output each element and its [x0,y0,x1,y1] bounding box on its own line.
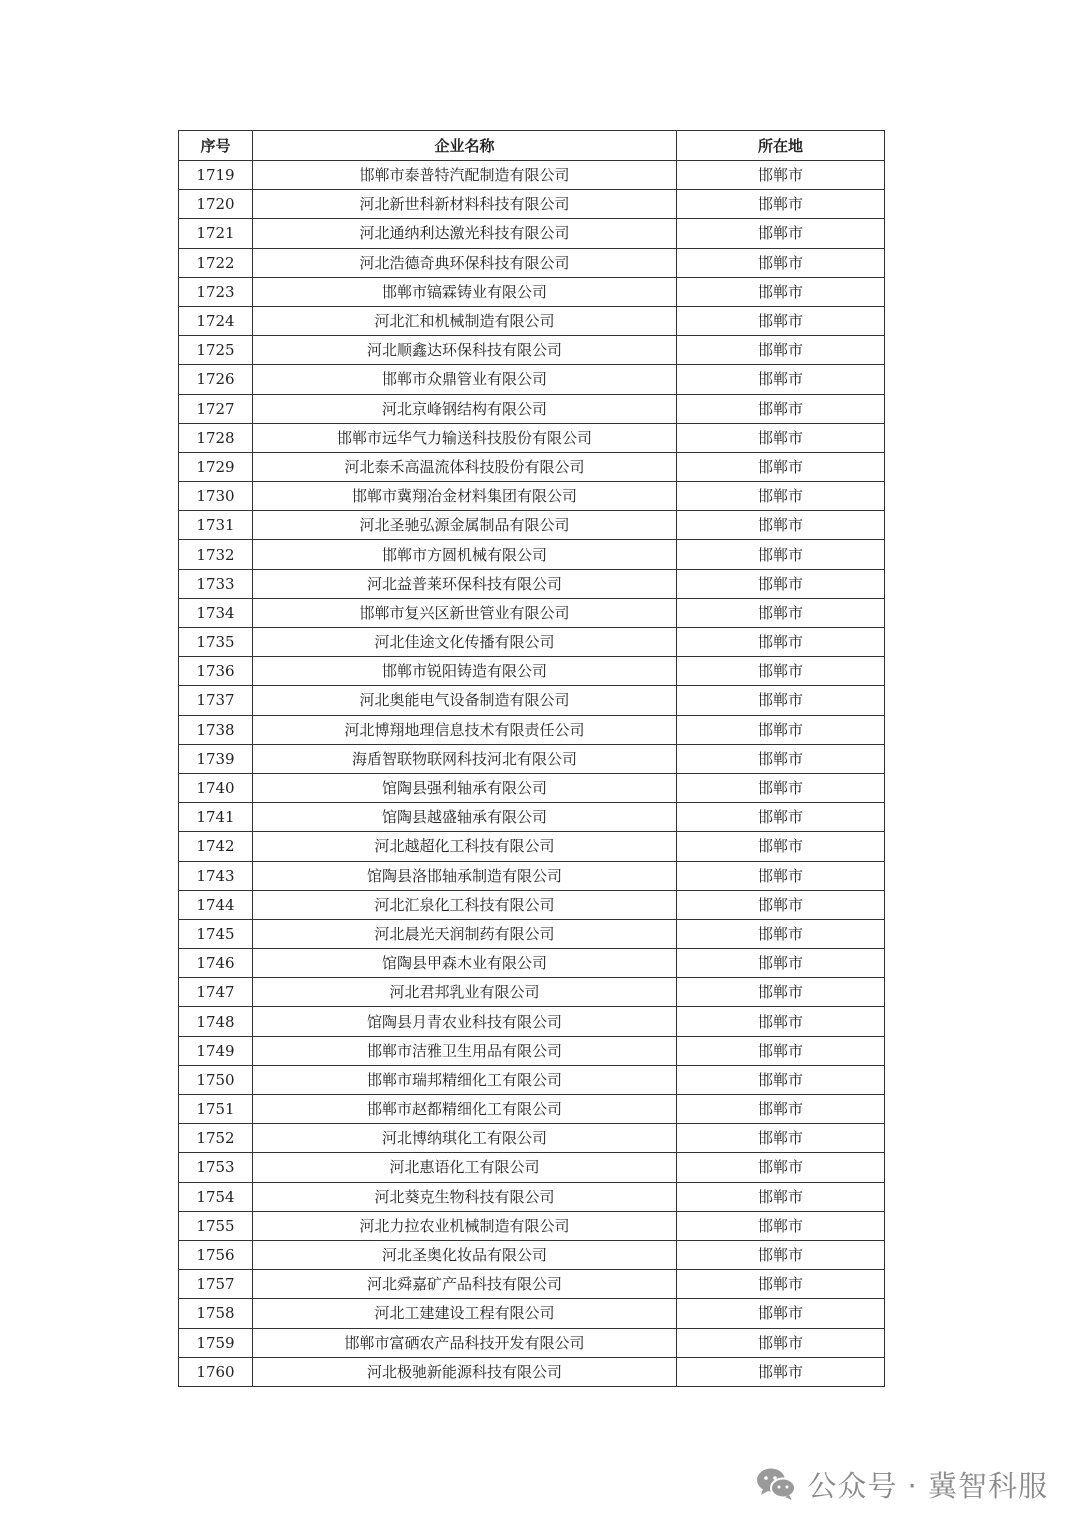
row-index: 1725 [179,336,253,365]
row-company-name: 河北新世科新材料科技有限公司 [253,190,677,219]
row-location: 邯郸市 [677,686,885,715]
table-row [179,890,885,919]
row-index: 1726 [179,365,253,394]
row-company-name: 河北圣驰弘源金属制品有限公司 [253,511,677,540]
row-location: 邯郸市 [677,161,885,190]
row-index: 1752 [179,1124,253,1153]
table-row [179,190,885,219]
table-body [179,161,885,1387]
row-index: 1743 [179,861,253,890]
row-index: 1747 [179,978,253,1007]
row-company-name: 河北圣奥化妆品有限公司 [253,1240,677,1269]
row-index: 1731 [179,511,253,540]
row-company-name: 河北汇和机械制造有限公司 [253,306,677,335]
table-row [179,277,885,306]
table-row [179,949,885,978]
row-index: 1742 [179,832,253,861]
row-company-name: 河北力拉农业机械制造有限公司 [253,1211,677,1240]
table-row [179,1328,885,1357]
row-location: 邯郸市 [677,423,885,452]
table-row [179,1036,885,1065]
row-index: 1741 [179,803,253,832]
row-company-name: 河北京峰钢结构有限公司 [253,394,677,423]
row-index: 1722 [179,248,253,277]
row-company-name: 邯郸市冀翔冶金材料集团有限公司 [253,482,677,511]
row-location: 邯郸市 [677,1153,885,1182]
table-row [179,978,885,1007]
row-company-name: 馆陶县月青农业科技有限公司 [253,1007,677,1036]
row-index: 1751 [179,1095,253,1124]
row-index: 1735 [179,628,253,657]
row-location: 邯郸市 [677,744,885,773]
row-company-name: 河北工建建设工程有限公司 [253,1299,677,1328]
row-company-name: 河北奥能电气设备制造有限公司 [253,686,677,715]
row-location: 邯郸市 [677,511,885,540]
row-index: 1745 [179,919,253,948]
row-company-name: 河北葵克生物科技有限公司 [253,1182,677,1211]
wechat-icon [755,1466,797,1502]
row-location: 邯郸市 [677,978,885,1007]
row-location: 邯郸市 [677,832,885,861]
row-index: 1746 [179,949,253,978]
table-row [179,832,885,861]
row-company-name: 河北佳途文化传播有限公司 [253,628,677,657]
row-company-name: 河北益普莱环保科技有限公司 [253,569,677,598]
row-location: 邯郸市 [677,715,885,744]
row-location: 邯郸市 [677,365,885,394]
row-company-name: 河北君邦乳业有限公司 [253,978,677,1007]
row-company-name: 河北通纳利达激光科技有限公司 [253,219,677,248]
row-company-name: 邯郸市洁雅卫生用品有限公司 [253,1036,677,1065]
table-row [179,744,885,773]
row-index: 1744 [179,890,253,919]
row-company-name: 河北博翔地理信息技术有限责任公司 [253,715,677,744]
row-location: 邯郸市 [677,1036,885,1065]
table-row [179,1124,885,1153]
table-row [179,219,885,248]
row-location: 邯郸市 [677,949,885,978]
row-index: 1729 [179,452,253,481]
table-row [179,773,885,802]
row-location: 邯郸市 [677,1328,885,1357]
row-index: 1727 [179,394,253,423]
row-index: 1755 [179,1211,253,1240]
row-location: 邯郸市 [677,1270,885,1299]
row-location: 邯郸市 [677,306,885,335]
row-location: 邯郸市 [677,452,885,481]
table-row [179,482,885,511]
row-location: 邯郸市 [677,861,885,890]
row-location: 邯郸市 [677,919,885,948]
table-row [179,1299,885,1328]
table-row [179,248,885,277]
row-company-name: 河北惠语化工有限公司 [253,1153,677,1182]
row-company-name: 邯郸市锐阳铸造有限公司 [253,657,677,686]
row-company-name: 邯郸市富硒农产品科技开发有限公司 [253,1328,677,1357]
watermark-text: 公众号 · 冀智科服 [807,1468,1048,1503]
row-location: 邯郸市 [677,657,885,686]
header-company-name: 企业名称 [253,131,677,161]
row-location: 邯郸市 [677,190,885,219]
table-row [179,452,885,481]
row-location: 邯郸市 [677,1211,885,1240]
row-location: 邯郸市 [677,1095,885,1124]
row-location: 邯郸市 [677,803,885,832]
row-location: 邯郸市 [677,1357,885,1386]
row-index: 1759 [179,1328,253,1357]
row-location: 邯郸市 [677,773,885,802]
table-row [179,598,885,627]
row-company-name: 馆陶县越盛轴承有限公司 [253,803,677,832]
row-index: 1720 [179,190,253,219]
table-row [179,569,885,598]
row-company-name: 河北顺鑫达环保科技有限公司 [253,336,677,365]
row-index: 1730 [179,482,253,511]
table-header-row [179,131,885,161]
row-index: 1749 [179,1036,253,1065]
row-location: 邯郸市 [677,1182,885,1211]
row-index: 1737 [179,686,253,715]
row-index: 1748 [179,1007,253,1036]
table-row [179,1270,885,1299]
row-index: 1760 [179,1357,253,1386]
row-location: 邯郸市 [677,482,885,511]
row-index: 1756 [179,1240,253,1269]
row-company-name: 河北晨光天润制药有限公司 [253,919,677,948]
table-row [179,540,885,569]
table-row [179,628,885,657]
table-row [179,1182,885,1211]
row-index: 1719 [179,161,253,190]
row-company-name: 河北越超化工科技有限公司 [253,832,677,861]
row-company-name: 馆陶县强利轴承有限公司 [253,773,677,802]
row-index: 1721 [179,219,253,248]
table-row [179,423,885,452]
table-row [179,657,885,686]
row-index: 1758 [179,1299,253,1328]
row-index: 1753 [179,1153,253,1182]
table-row [179,394,885,423]
row-company-name: 邯郸市赵都精细化工有限公司 [253,1095,677,1124]
row-location: 邯郸市 [677,628,885,657]
row-company-name: 邯郸市复兴区新世管业有限公司 [253,598,677,627]
row-location: 邯郸市 [677,277,885,306]
row-location: 邯郸市 [677,248,885,277]
row-location: 邯郸市 [677,336,885,365]
row-location: 邯郸市 [677,540,885,569]
row-index: 1754 [179,1182,253,1211]
table-row [179,336,885,365]
table-row [179,1240,885,1269]
row-company-name: 河北泰禾高温流体科技股份有限公司 [253,452,677,481]
row-index: 1750 [179,1065,253,1094]
row-index: 1740 [179,773,253,802]
table-row [179,161,885,190]
row-location: 邯郸市 [677,890,885,919]
row-index: 1757 [179,1270,253,1299]
row-index: 1733 [179,569,253,598]
row-index: 1723 [179,277,253,306]
table-row [179,686,885,715]
wechat-watermark [755,1462,1048,1506]
table-row [179,1007,885,1036]
row-index: 1738 [179,715,253,744]
row-index: 1736 [179,657,253,686]
enterprise-table [178,130,885,1387]
row-location: 邯郸市 [677,1240,885,1269]
table-row [179,365,885,394]
row-location: 邯郸市 [677,1124,885,1153]
row-index: 1732 [179,540,253,569]
row-company-name: 邯郸市远华气力输送科技股份有限公司 [253,423,677,452]
row-company-name: 邯郸市方圆机械有限公司 [253,540,677,569]
row-company-name: 邯郸市镐霖铸业有限公司 [253,277,677,306]
row-company-name: 馆陶县甲森木业有限公司 [253,949,677,978]
table-row [179,1211,885,1240]
row-index: 1734 [179,598,253,627]
table-row [179,861,885,890]
row-company-name: 河北博纳琪化工有限公司 [253,1124,677,1153]
table-row [179,1095,885,1124]
row-location: 邯郸市 [677,1065,885,1094]
row-location: 邯郸市 [677,1007,885,1036]
row-index: 1728 [179,423,253,452]
row-location: 邯郸市 [677,598,885,627]
row-company-name: 河北舜嘉矿产品科技有限公司 [253,1270,677,1299]
table-row [179,803,885,832]
row-index: 1724 [179,306,253,335]
row-company-name: 邯郸市众鼎管业有限公司 [253,365,677,394]
table-row [179,306,885,335]
row-company-name: 河北极驰新能源科技有限公司 [253,1357,677,1386]
row-location: 邯郸市 [677,1299,885,1328]
header-location: 所在地 [677,131,885,161]
row-location: 邯郸市 [677,569,885,598]
header-index: 序号 [179,131,253,161]
table-row [179,919,885,948]
table-row [179,1153,885,1182]
table-row [179,715,885,744]
row-location: 邯郸市 [677,219,885,248]
row-location: 邯郸市 [677,394,885,423]
table-row [179,1065,885,1094]
row-company-name: 河北浩德奇典环保科技有限公司 [253,248,677,277]
row-company-name: 河北汇泉化工科技有限公司 [253,890,677,919]
row-company-name: 邯郸市瑞邦精细化工有限公司 [253,1065,677,1094]
row-index: 1739 [179,744,253,773]
row-company-name: 邯郸市泰普特汽配制造有限公司 [253,161,677,190]
row-company-name: 海盾智联物联网科技河北有限公司 [253,744,677,773]
table-row [179,1357,885,1386]
row-company-name: 馆陶县洛邯轴承制造有限公司 [253,861,677,890]
table-row [179,511,885,540]
